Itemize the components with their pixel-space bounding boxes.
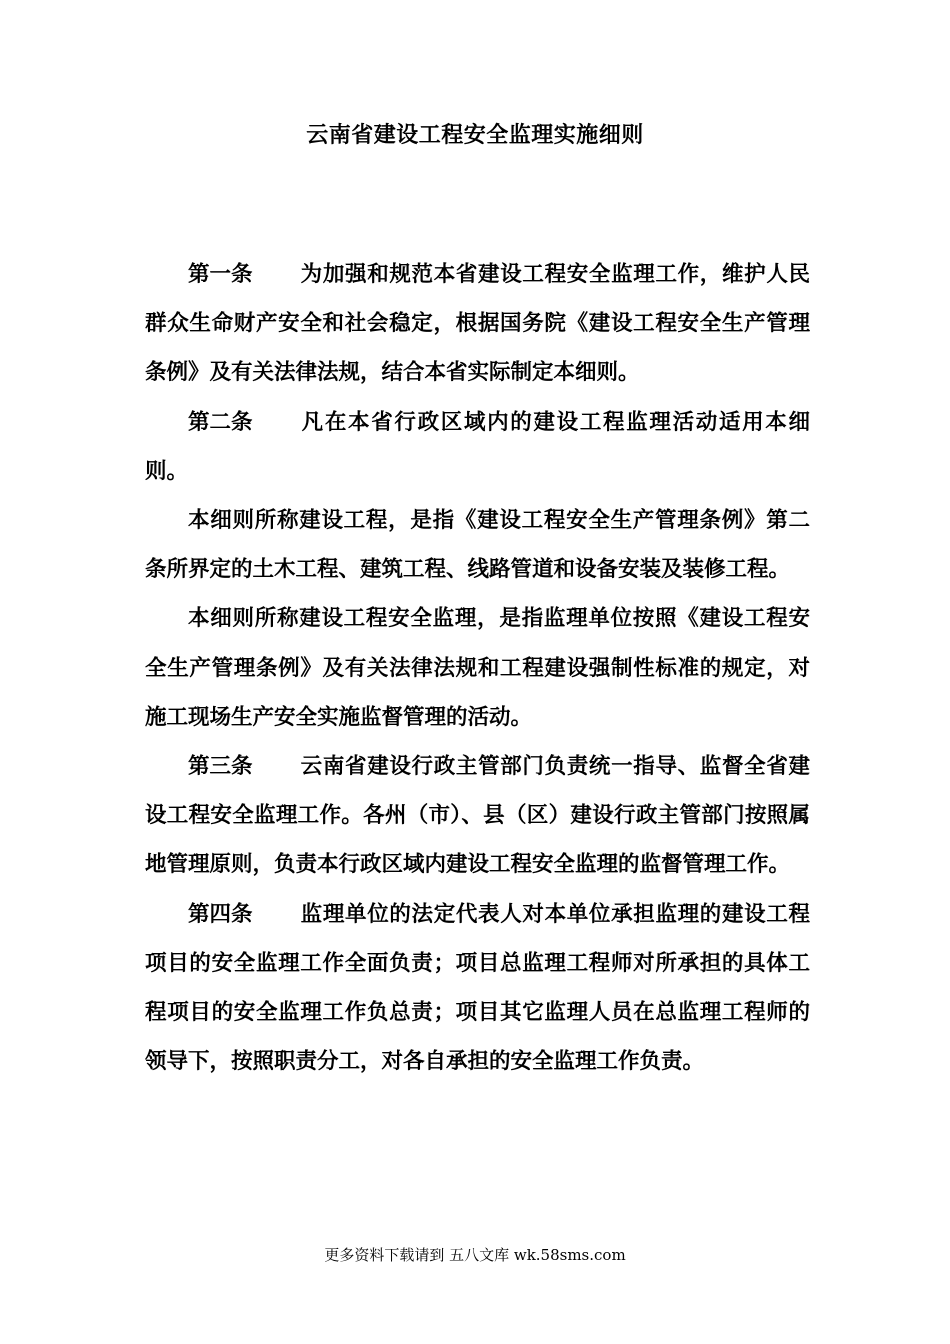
article-2 (145, 398, 810, 496)
article-text: 凡在本省行政区域内的建设工程监理活动适用本细则。 (145, 409, 810, 484)
article-text: 监理单位的法定代表人对本单位承担监理的建设工程项目的安全监理工作全面负责；项目总监理工程师对所承担的具体工程项目的安全监理工作负总责；项目其它监理人员在总监理工程师的领导下，按照职责分工，对各自承担的安全监理工作负责。 (145, 901, 810, 1075)
paragraph-text: 本细则所称建设工程，是指《建设工程安全生产管理条例》第二条所界定的土木工程、建筑工程、线路管道和设备安装及装修工程。 (145, 508, 810, 583)
footer-link[interactable]: 更多资料下载请到 五八文库 wk.58sms.com (324, 1246, 626, 1264)
article-label: 第二条 (188, 409, 253, 435)
article-2-para-3 (145, 594, 810, 742)
article-1 (145, 250, 810, 398)
article-label: 第三条 (188, 754, 253, 780)
paragraph-text: 本细则所称建设工程安全监理，是指监理单位按照《建设工程安全生产管理条例》及有关法律法规和工程建设强制性标准的规定，对施工现场生产安全实施监督管理的活动。 (145, 606, 810, 730)
document-title: 云南省建设工程安全监理实施细则 (306, 122, 644, 148)
article-text: 云南省建设行政主管部门负责统一指导、监督全省建设工程安全监理工作。各州（市）、县（区）建设行政主管部门按照属地管理原则，负责本行政区域内建设工程安全监理的监督管理工作。 (145, 754, 810, 878)
article-2-para-2 (145, 496, 810, 594)
article-label: 第一条 (188, 262, 253, 287)
article-4 (145, 890, 810, 1087)
article-3 (145, 742, 810, 890)
document-body (145, 250, 810, 1086)
article-text: 为加强和规范本省建设工程安全监理工作，维护人民群众生命财产安全和社会稳定，根据国务院《建设工程安全生产管理条例》及有关法律法规，结合本省实际制定本细则。 (145, 262, 810, 386)
article-label: 第四条 (188, 901, 253, 927)
